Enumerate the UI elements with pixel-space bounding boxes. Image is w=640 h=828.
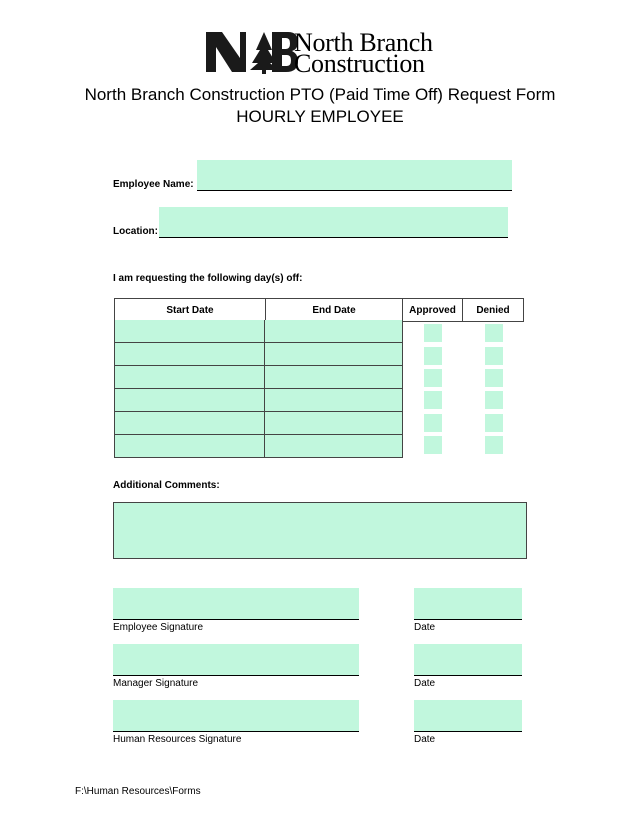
start-date-input[interactable] — [115, 343, 265, 365]
col-denied: Denied — [463, 299, 524, 322]
table-row — [114, 389, 403, 412]
manager-date-label: Date — [414, 678, 436, 689]
hr-signature-input[interactable] — [113, 700, 359, 732]
comments-label: Additional Comments: — [113, 480, 220, 491]
denied-checkbox[interactable] — [485, 414, 503, 432]
end-date-input[interactable] — [265, 435, 403, 457]
logo-line-1: North Branch — [294, 28, 433, 57]
end-date-input[interactable] — [265, 366, 403, 388]
pto-request-table — [114, 298, 524, 322]
table-row — [114, 366, 403, 389]
nb-tree-logo-icon — [206, 30, 298, 74]
company-logo-mark — [206, 30, 298, 74]
hr-date-label: Date — [414, 734, 436, 745]
end-date-input[interactable] — [265, 343, 403, 365]
approved-checkbox[interactable] — [424, 347, 442, 365]
request-intro: I am requesting the following day(s) off: — [113, 273, 303, 284]
employee-signature-label: Employee Signature — [113, 622, 204, 633]
employee-name-label: Employee Name: — [113, 179, 194, 190]
manager-signature-label: Manager Signature — [113, 678, 199, 689]
end-date-input[interactable] — [265, 389, 403, 411]
date-rows — [114, 320, 403, 458]
start-date-input[interactable] — [115, 412, 265, 434]
comments-textarea[interactable] — [113, 502, 527, 559]
location-label: Location: — [113, 226, 158, 237]
table-row — [114, 412, 403, 435]
start-date-input[interactable] — [115, 366, 265, 388]
denied-checkbox[interactable] — [485, 369, 503, 387]
footer-path: F:\Human Resources\Forms — [75, 786, 201, 797]
employee-date-label: Date — [414, 622, 436, 633]
hr-signature-label: Human Resources Signature — [113, 734, 242, 745]
table-row — [114, 320, 403, 343]
end-date-input[interactable] — [265, 320, 403, 342]
col-end-date: End Date — [266, 299, 403, 322]
denied-checkbox[interactable] — [485, 391, 503, 409]
approved-checkbox[interactable] — [424, 324, 442, 342]
location-input[interactable] — [159, 207, 508, 238]
form-subtitle: HOURLY EMPLOYEE — [236, 107, 404, 126]
logo-line-2: Construction — [294, 49, 425, 78]
start-date-input[interactable] — [115, 389, 265, 411]
denied-checkbox[interactable] — [485, 436, 503, 454]
table-header-row — [115, 299, 524, 322]
manager-signature-input[interactable] — [113, 644, 359, 676]
start-date-input[interactable] — [115, 435, 265, 457]
form-title: North Branch Construction PTO (Paid Time Off) Request Form — [84, 85, 556, 104]
table-row — [114, 435, 403, 458]
approved-checkbox[interactable] — [424, 436, 442, 454]
employee-signature-input[interactable] — [113, 588, 359, 620]
start-date-input[interactable] — [115, 320, 265, 342]
approved-checkbox[interactable] — [424, 391, 442, 409]
hr-date-input[interactable] — [414, 700, 522, 732]
approved-checkbox[interactable] — [424, 369, 442, 387]
col-start-date: Start Date — [115, 299, 266, 322]
employee-date-input[interactable] — [414, 588, 522, 620]
manager-date-input[interactable] — [414, 644, 522, 676]
employee-name-input[interactable] — [197, 160, 512, 191]
end-date-input[interactable] — [265, 412, 403, 434]
approved-checkbox[interactable] — [424, 414, 442, 432]
denied-checkbox[interactable] — [485, 324, 503, 342]
col-approved: Approved — [403, 299, 463, 322]
denied-checkbox[interactable] — [485, 347, 503, 365]
table-row — [114, 343, 403, 366]
